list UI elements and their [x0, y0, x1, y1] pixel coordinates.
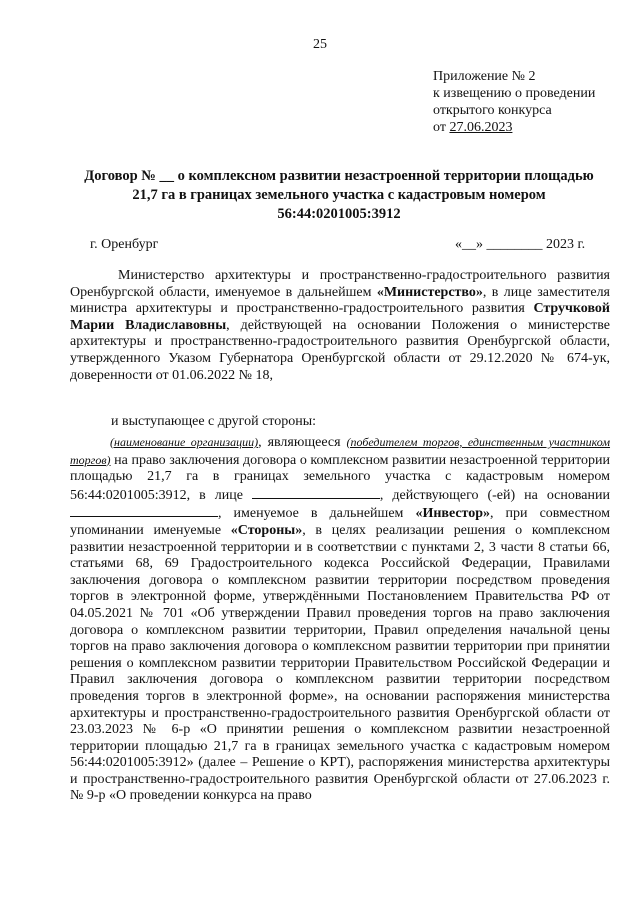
winner-placeholder: (победителем торгов, единственным участником торгов): [70, 435, 611, 467]
appendix-date-prefix: от: [433, 120, 450, 135]
title-line: Договор № __ о комплексном развитии незастроенной территории площадью: [84, 168, 594, 184]
title-line: 56:44:0201005:3912: [277, 206, 401, 222]
text-run: , в лице заместителя министра архитектуры и пространственно-градостроительного развития: [70, 284, 610, 317]
appendix-line: к извещению о проведении: [433, 86, 596, 101]
text-run: на право заключения договора о комплексном развитии незастроенной территории площадью 21,7 га в границах земельного участка с кадастровым номером 56:44:0201005:3912, в лице: [70, 452, 610, 503]
appendix-line: Приложение № 2: [433, 69, 536, 84]
paragraph-investor: [70, 434, 610, 805]
title-line: 21,7 га в границах земельного участка с кадастровым номером: [132, 187, 546, 203]
bold-term: «Инвестор»: [415, 506, 491, 522]
document-title: [70, 167, 608, 224]
basis-blank: [70, 504, 218, 517]
text-run: Министерство архитектуры и пространственно-градостроительного развития Оренбургской области, именуемое в дальнейшем: [70, 268, 610, 300]
text-run: , именуемое в дальнейшем: [218, 506, 416, 522]
text-run: , в целях реализации решения о комплексном развитии незастроенной территории и в соответствии с пунктами 2, 3 части 8 статьи 66, статьями 68, 69 Градостроительного кодекса Российской Федерации, Правилами заключения договора о комплексном развитии территории посредством проведения торгов в электронной форме, утверждёнными Постановлением Правительства РФ от 04.05.2021 № 701 «Об утверждении Правил проведения торгов на право заключения договора о комплексном развитии территории, Правил определения начальной цены торгов на право заключения договора о комплексном развитии территории при принятии решения о комплексном развитии территории Правительством Российской Федерации и Правил заключения договора о комплексном развитии территории посредством проведения торгов в электронной форме», на основании распоряжения министерства архитектуры и пространственно-градостроительного развития Оренбургской области от 23.03.2023 № 6-р «О принятии решения о комплексном развитии незастроенной территории площадью 21,7 га в границах земельного участка с кадастровым номером 56:44:0201005:3912» (далее – Решение о КРТ), распоряжения министерства архитектуры и пространственно-градостроительного развития Оренбургской области от 27.06.2023 г. № 9-р «О проведении конкурса на право: [70, 522, 610, 804]
text-run: , являющееся: [258, 435, 347, 450]
contract-date: «__» ________ 2023 г.: [455, 237, 586, 252]
page-number: 25: [313, 37, 327, 52]
text-run: , действующего (-ей) на основании: [379, 487, 610, 503]
representative-blank: [252, 486, 380, 499]
text-run: , действующей на основании Положения о министерстве архитектуры и пространственно-градостроительного развития Оренбургской области, утвержденного Указом Губернатора Оренбургской области от 29.12.2020 № 674-ук, доверенности от 01.06.2022 № 18,: [70, 317, 611, 383]
bold-term: «Министерство»: [376, 284, 483, 300]
bold-term: «Стороны»: [230, 522, 303, 538]
text-run: , при совместном упоминании именуемые: [70, 506, 610, 538]
paragraph-other-party: и выступающее с другой стороны:: [111, 414, 317, 429]
appendix-line: открытого конкурса: [433, 103, 552, 118]
appendix-date-line: [433, 119, 595, 136]
representative-name: Стручковой Марии Владиславовны: [70, 301, 610, 333]
organization-placeholder: (наименование организации): [110, 435, 259, 449]
appendix-date: 27.06.2023: [449, 120, 513, 135]
city: г. Оренбург: [90, 237, 159, 252]
appendix-header: [433, 68, 595, 136]
paragraph-ministry: [70, 268, 610, 384]
